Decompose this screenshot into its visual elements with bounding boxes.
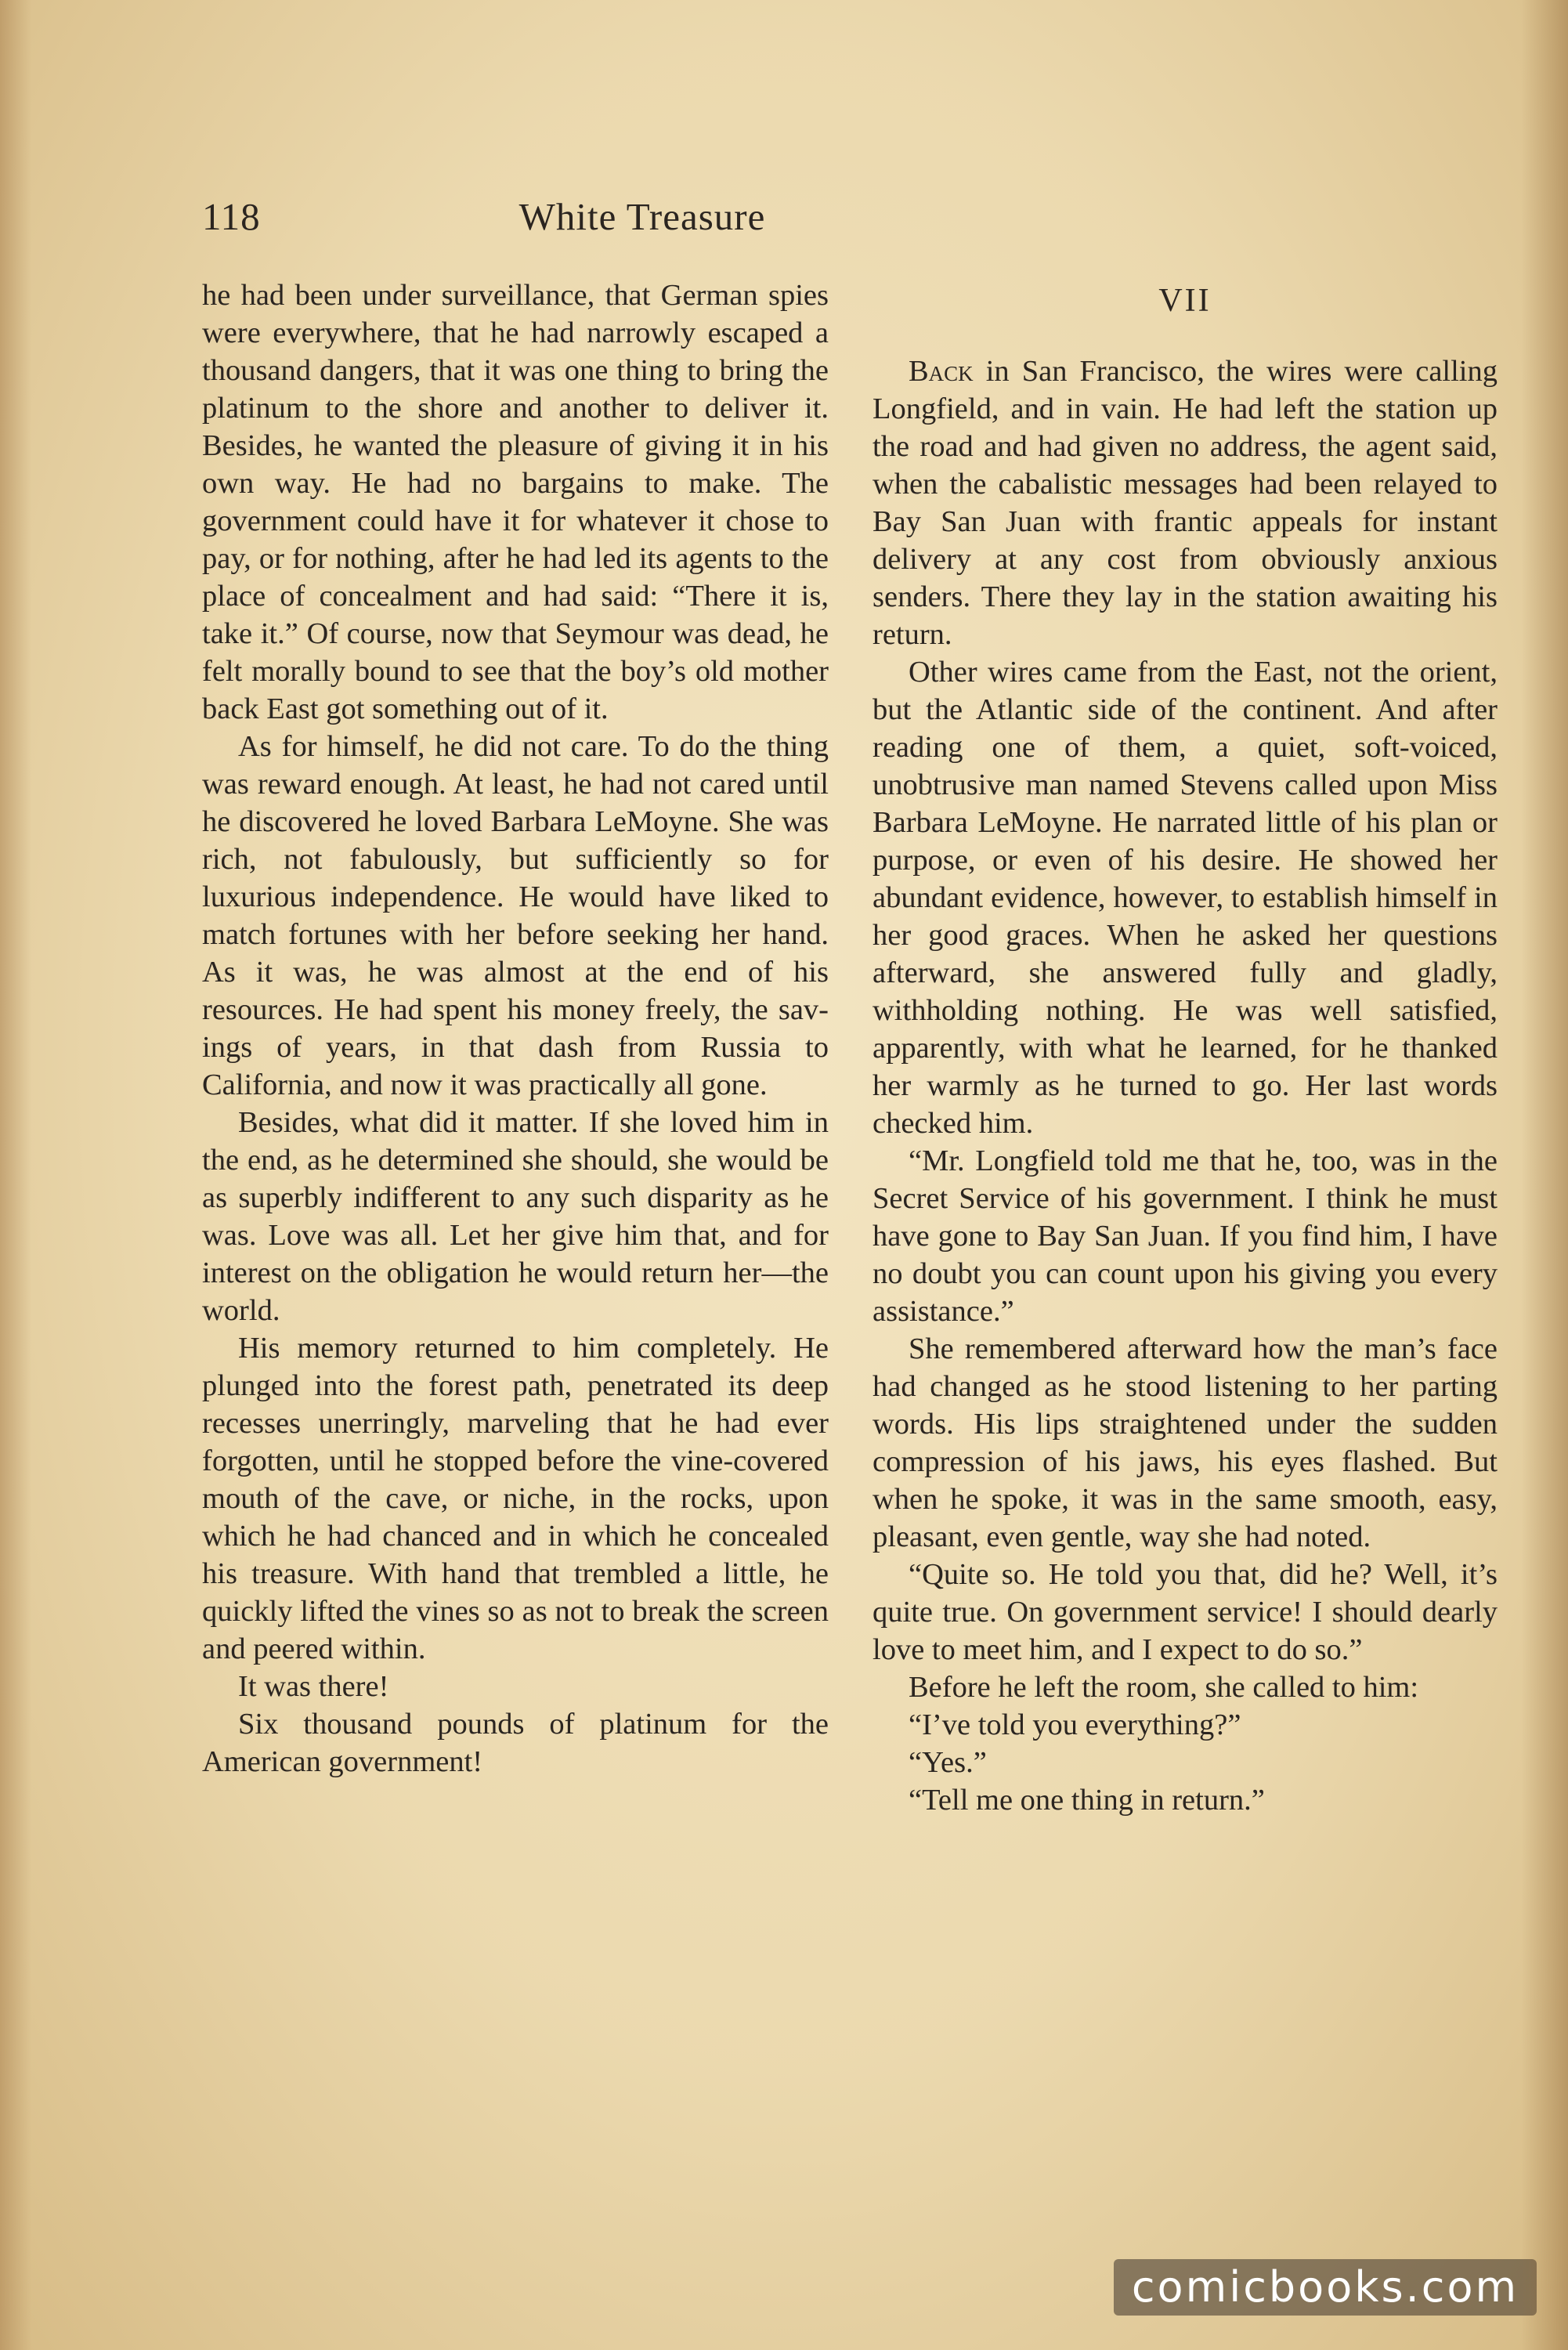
paragraph: Other wires came from the East, not the orient, but the Atlantic side of the continent. And after reading one of them, a quiet, soft-voiced, unobtrusive man named Stevens called upon Miss Barbara LeMoyne. He narrated little of his plan or purpose, or even of his desire. He showed her abundant evidence, however, to establish himself in her good graces. When he asked her questions afterward, she answered fully and gladly, withholding nothing. He was well satisfied, apparently, with what he learned, for he thanked her warmly as he turned to go. Her last words checked him.	[873, 656, 1498, 1140]
paragraph: Six thousand pounds of platinum for the American government!	[202, 1708, 829, 1778]
paragraph: “Mr. Longfield told me that he, too, was in the Secret Service of his government. I think he must have gone to Bay San Juan. If you find him, I have no doubt you can count upon his giving you every assistance.”	[873, 1144, 1498, 1328]
running-title: White Treasure	[518, 195, 766, 238]
paragraph: he had been under surveillance, that German spies were everywhere, that he had narrowly escaped a thousand dangers, that it was one thing to bring the platinum to the shore and another to deliver it. Besides, he wanted the pleasure of giving it in his own way. He had no bargains to make. The government could have it for whatever it chose to pay, or for nothing, after he had led its agents to the place of concealment and had said: “There it is, take it.” Of course, now that Seymour was dead, he felt morally bound to see that the boy’s old mother back East got something out of it.	[202, 279, 829, 725]
paragraph: She remembered afterward how the man’s face had changed as he stood listening to her parting words. His lips straightened under the sudden compression of his jaws, his eyes flashed. But when he spoke, it was in the same smooth, easy, pleasant, even gentle, way she had noted.	[873, 1332, 1498, 1553]
chapter-opening-text: in San Francisco, the wires were calling Longfield, and in vain. He had left the station up the road and had given no address, the agent said, when the cabalistic messages had been relayed to Bay San Juan with frantic appeals for instant delivery at any cost from obviously anxious senders. There they lay in the station awaiting his return.	[873, 355, 1498, 651]
page-header	[202, 194, 996, 249]
right-column	[873, 282, 1498, 1819]
paragraph: “Yes.”	[909, 1746, 987, 1779]
paragraph: “Tell me one thing in return.”	[909, 1784, 1265, 1817]
paragraph: “I’ve told you everything?”	[909, 1708, 1241, 1741]
paragraph: It was there!	[238, 1670, 389, 1703]
chapter-opening-paragraph	[873, 352, 1498, 653]
paragraph: “Quite so. He told you that, did he? Well, it’s quite true. On government service! I should dearly love to meet him, and I expect to do so.”	[873, 1558, 1498, 1666]
watermark: comicbooks.com	[1114, 2259, 1537, 2316]
chapter-first-word: Back	[909, 355, 974, 388]
chapter-heading: VII	[1158, 283, 1212, 319]
paragraph: As for himself, he did not care. To do the thing was reward enough. At least, he had not cared until he discovered he loved Barbara LeMoyne. She was rich, not fabulously, but sufficiently so for luxurious independence. He would have liked to match fortunes with her before seeking her hand. As it was, he was almost at the end of his resources. He had spent his money freely, the savings of years, in that dash from Russia to California, and now it was practically all gone.	[202, 730, 829, 1101]
paragraph: Besides, what did it matter. If she loved him in the end, as he determined she should, she would be as superbly indifferent to any such disparity as he was. Love was all. Let her give him that, and for interest on the obligation he would return her—the world.	[202, 1106, 829, 1327]
paragraph: His memory returned to him completely. He plunged into the forest path, penetrated its deep recesses unerringly, marveling that he had ever forgotten, until he stopped before the vine-covered mouth of the cave, or niche, in the rocks, upon which he had chanced and in which he concealed his treasure. With hand that trembled a little, he quickly lifted the vines so as not to break the screen and peered within.	[202, 1332, 829, 1665]
page-number: 118	[202, 195, 261, 238]
paragraph: Before he left the room, she called to him:	[909, 1671, 1419, 1704]
left-column	[202, 277, 829, 1781]
